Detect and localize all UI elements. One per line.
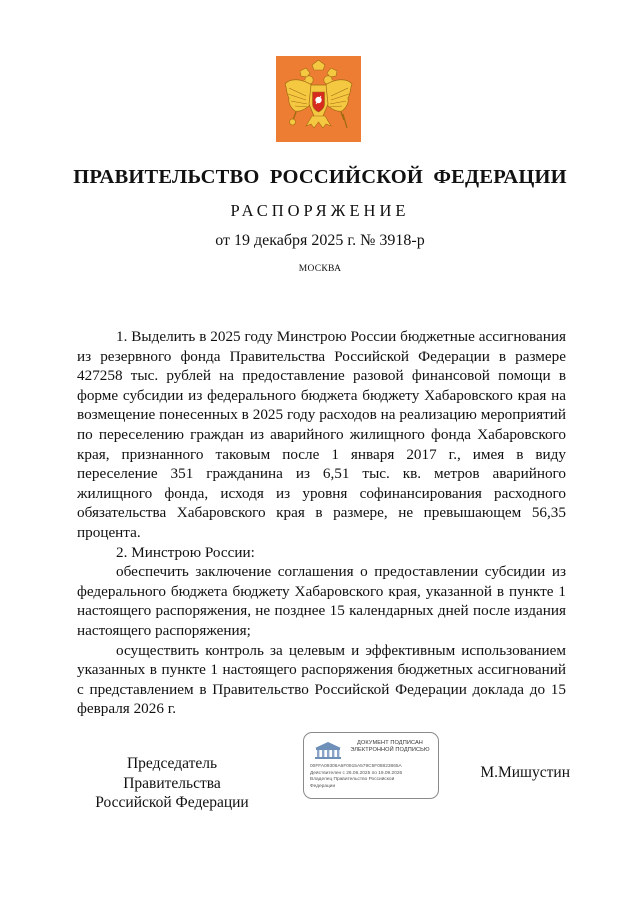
- paragraph-4: осуществить контроль за целевым и эффективным использованием указанных в пункте 1 настоящего распоряжения бюджетных ассигнований с представлением в Правительство Российской Федерации доклада до 15 февраля 2026 г.: [77, 641, 566, 718]
- stamp-title-line2: ЭЛЕКТРОННОЙ ПОДПИСЬЮ: [350, 747, 430, 753]
- document-type: РАСПОРЯЖЕНИЕ: [230, 201, 410, 220]
- paragraph-1: 1. Выделить в 2025 году Минстрою России бюджетные ассигнования из резервного фонда Правительства Российской Федерации в размере 427258 тыс. рублей на предоставление разовой финансовой помощи в форме субсидии из федерального бюджета бюджету Хабаровского края на возмещение понесенных в 2025 году расходов на реализацию мероприятий по переселению граждан из аварийного жилищного фонда Хабаровского края, признанного таковым после 1 января 2017 г., имея в виду переселение 351 гражданина из 6,51 тыс. кв. метров аварийного жилищного фонда, исходя из уровня софинансирования расходного обязательства Хабаровского края в размере, не превышающем 56,35 процента.: [77, 328, 566, 541]
- signatory-name: М.Мишустин: [480, 764, 570, 781]
- signatory-position-line2: Российской Федерации: [95, 794, 249, 811]
- signatory-position-line1: Председатель Правительства: [123, 755, 221, 792]
- russian-coat-of-arms-icon: [276, 56, 361, 142]
- paragraph-2: 2. Минстрою России:: [116, 543, 255, 561]
- stamp-title-line1: ДОКУМЕНТ ПОДПИСАН: [357, 740, 423, 746]
- electronic-signature-stamp: [303, 732, 439, 799]
- stamp-certificate: 00FFA09306A6F0915A579C5F08823865A: [310, 764, 402, 769]
- document-date-number: от 19 декабря 2025 г. № 3918-р: [215, 232, 425, 249]
- stamp-owner-line2: Федерации: [310, 784, 336, 790]
- government-title: ПРАВИТЕЛЬСТВО РОССИЙСКОЙ ФЕДЕРАЦИИ: [73, 166, 567, 188]
- stamp-title: [344, 740, 436, 754]
- stamp-owner-line1: Владелец Правительство Российской: [310, 777, 395, 783]
- document-city: МОСКВА: [298, 264, 342, 274]
- paragraph-3: обеспечить заключение соглашения о предоставлении субсидии из федерального бюджета бюджету Хабаровского края, указанной в пункте 1 настоящего распоряжения, не позднее 15 календарных дней после издания настоящего распоряжения;: [77, 563, 566, 639]
- signatory-position: [77, 754, 267, 813]
- government-building-icon: [312, 740, 344, 760]
- document-body: [77, 327, 566, 719]
- stamp-details: [310, 764, 436, 791]
- stamp-validity: Действителен с 26.06.2025 по 19.09.2026: [310, 770, 403, 776]
